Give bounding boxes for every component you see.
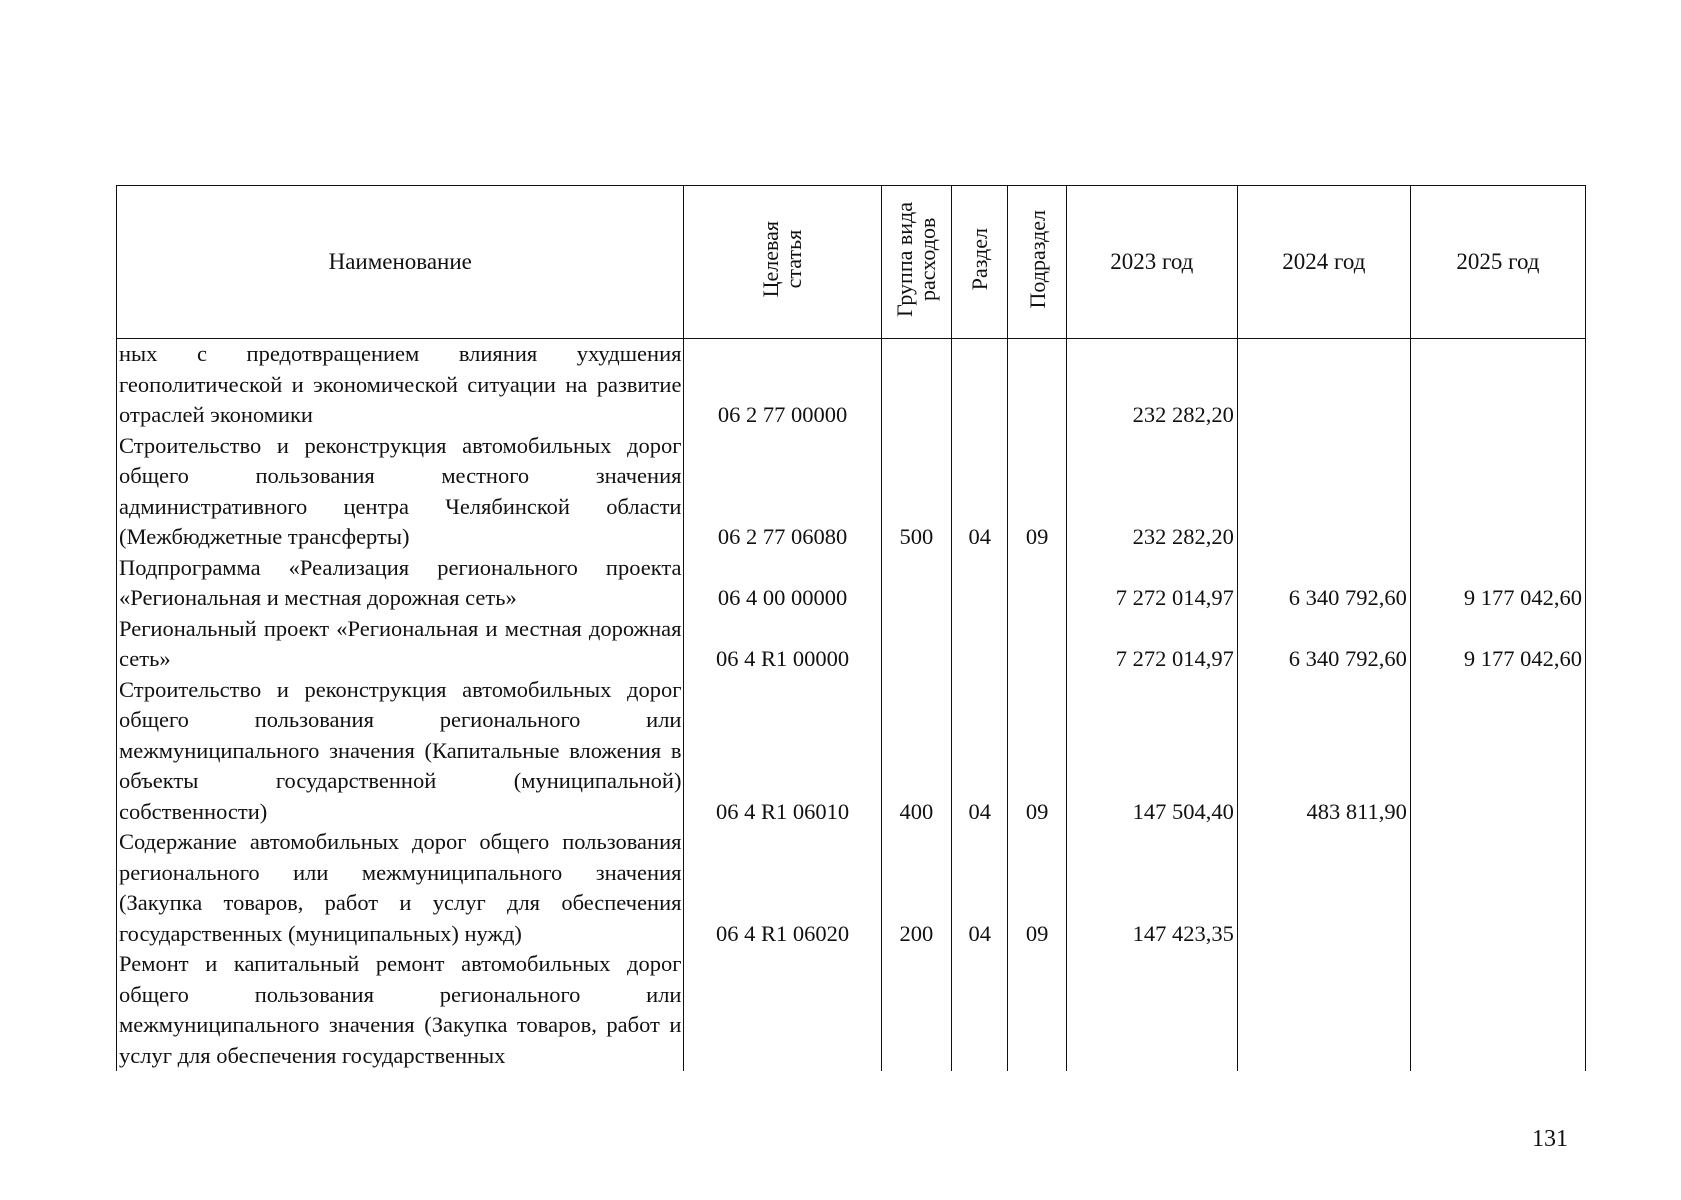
header-section: Раздел [952,186,1008,339]
row-2024: 483 811,90 [1237,675,1410,828]
header-name: Наименование [117,186,684,339]
header-target: Целевая статья [684,186,881,339]
budget-table-container [116,185,1586,1105]
row-2025 [1410,339,1585,431]
table-header-row [117,186,1586,339]
row-section [952,614,1008,675]
budget-table [116,185,1586,1071]
row-2023: 232 282,20 [1066,339,1237,431]
row-group: 500 [881,431,951,553]
header-subsection: Подраздел [1008,186,1066,339]
row-2023: 147 504,40 [1066,675,1237,828]
row-target: 06 4 R1 06010 [684,675,881,828]
row-target: 06 4 R1 00000 [684,614,881,675]
row-name: Строительство и реконструкция автомобильных дорог общего пользования регионального или межмуниципального значения (Капитальные вложения в объекты государственной (муниципальной) собственности) [117,675,684,828]
row-2024 [1237,339,1410,431]
header-group: Группа вида расходов [881,186,951,339]
row-subsection [1008,553,1066,614]
row-section [952,553,1008,614]
row-target: 06 2 77 06080 [684,431,881,553]
row-2024: 6 340 792,60 [1237,553,1410,614]
row-subsection: 09 [1008,431,1066,553]
table-row [117,949,1586,1071]
row-subsection [1008,949,1066,1071]
row-section: 04 [952,827,1008,949]
row-group: 400 [881,675,951,828]
row-2023: 232 282,20 [1066,431,1237,553]
row-name: Ремонт и капитальный ремонт автомобильных дорог общего пользования регионального или межмуниципального значения (Закупка товаров, работ и услуг для обеспечения государственных [117,949,684,1071]
row-2025 [1410,431,1585,553]
header-2025: 2025 год [1410,186,1585,339]
row-section: 04 [952,431,1008,553]
row-target [684,949,881,1071]
row-2025: 9 177 042,60 [1410,553,1585,614]
table-row [117,431,1586,553]
row-2024 [1237,827,1410,949]
row-2025 [1410,949,1585,1071]
header-2024: 2024 год [1237,186,1410,339]
row-group: 200 [881,827,951,949]
row-name: ных с предотвращением влияния ухудшения геополитической и экономической ситуации на развитие отраслей экономики [117,339,684,431]
row-2023: 7 272 014,97 [1066,553,1237,614]
row-subsection [1008,614,1066,675]
row-target: 06 4 R1 06020 [684,827,881,949]
row-subsection: 09 [1008,827,1066,949]
table-row [117,827,1586,949]
row-group [881,949,951,1071]
row-target: 06 4 00 00000 [684,553,881,614]
row-section: 04 [952,675,1008,828]
row-target: 06 2 77 00000 [684,339,881,431]
row-2024 [1237,949,1410,1071]
table-row [117,339,1586,431]
header-2023: 2023 год [1066,186,1237,339]
row-2023: 7 272 014,97 [1066,614,1237,675]
table-row [117,614,1586,675]
row-name: Региональный проект «Региональная и местная дорожная сеть» [117,614,684,675]
row-name: Содержание автомобильных дорог общего пользования регионального или межмуниципального значения (Закупка товаров, работ и услуг для обеспечения государственных (муниципальных) нужд) [117,827,684,949]
row-subsection [1008,339,1066,431]
row-2024 [1237,431,1410,553]
row-2025 [1410,675,1585,828]
row-group [881,339,951,431]
page-number: 131 [1532,1126,1568,1152]
row-name: Подпрограмма «Реализация регионального проекта «Региональная и местная дорожная сеть» [117,553,684,614]
row-section [952,339,1008,431]
row-2025 [1410,827,1585,949]
row-2025: 9 177 042,60 [1410,614,1585,675]
row-2023: 147 423,35 [1066,827,1237,949]
row-group [881,553,951,614]
row-subsection: 09 [1008,675,1066,828]
row-2023 [1066,949,1237,1071]
table-row [117,675,1586,828]
row-group [881,614,951,675]
row-2024: 6 340 792,60 [1237,614,1410,675]
row-section [952,949,1008,1071]
row-name: Строительство и реконструкция автомобильных дорог общего пользования местного значения административного центра Челябинской области (Межбюджетные трансферты) [117,431,684,553]
table-row [117,553,1586,614]
